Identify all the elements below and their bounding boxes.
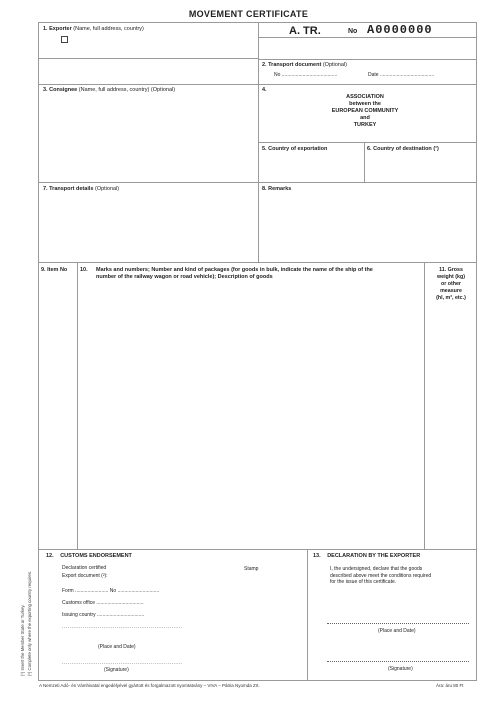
box12-label xyxy=(46,553,132,560)
box11-label xyxy=(426,267,476,302)
declaration-line3: for the issue of this certificate. xyxy=(330,579,397,585)
footer-price: Ára: áru 80 Ft xyxy=(436,683,464,688)
box9-item-no-label: 9. Item No xyxy=(41,267,68,273)
remarks-field[interactable] xyxy=(259,195,474,259)
box6-num: 6. xyxy=(367,146,372,152)
box5-num: 5. xyxy=(262,146,267,152)
box7-hint: (Optional) xyxy=(94,186,120,192)
box6-label xyxy=(367,146,439,153)
exporter-field[interactable] xyxy=(40,45,255,59)
gross-weight-field[interactable] xyxy=(425,310,475,544)
box12-place-date-label: (Place and Date) xyxy=(98,644,136,650)
item-no-field[interactable] xyxy=(39,280,75,544)
box5-label xyxy=(262,146,327,153)
box12-label-text: CUSTOMS ENDORSEMENT xyxy=(60,553,132,559)
box4-line1: ASSOCIATION xyxy=(346,94,384,100)
atr-number: A0000000 xyxy=(367,23,433,37)
box12-signature-label: (Signature) xyxy=(104,667,129,673)
box4-line4: and xyxy=(360,115,370,121)
box2-label-text: Transport document xyxy=(268,62,322,68)
box11-line1: 11. Gross xyxy=(439,267,463,273)
box4-line2: between the xyxy=(349,101,381,107)
box12-extra-line[interactable]: ................................................................ xyxy=(62,624,183,630)
goods-description-field[interactable] xyxy=(78,290,421,544)
box5-label-text: Country of exportation xyxy=(268,146,328,152)
atr-label: A. TR. xyxy=(289,25,321,37)
consignee-field[interactable] xyxy=(40,96,255,180)
box3-label: Consignee xyxy=(49,87,78,93)
box10-line1: Marks and numbers; Number and kind of packages (for goods in bulk, indicate the name of the ship of the xyxy=(96,267,373,273)
declaration-line1: I, the undersigned, declare that the goods xyxy=(330,566,423,572)
declaration-certified: Declaration certified xyxy=(62,565,107,571)
exporter-declaration-text xyxy=(330,566,470,586)
box13-signature-label: (Signature) xyxy=(388,666,413,672)
box10-label xyxy=(96,267,426,281)
export-document-label: Export document (²): xyxy=(62,573,108,579)
transport-details-field[interactable] xyxy=(40,195,255,259)
box1-hint: (Name, full address, country) xyxy=(73,26,144,32)
form-no-field[interactable]: Form ........................ No .............................. xyxy=(62,588,160,594)
box11-line4: measure xyxy=(440,288,462,294)
box10-num: 10. xyxy=(80,267,88,273)
box11-line3: or other xyxy=(440,281,461,287)
country-exportation-field[interactable] xyxy=(259,154,362,180)
box13-place-date-line[interactable] xyxy=(327,623,469,624)
box7-label xyxy=(43,186,119,193)
declaration-line2: described above meet the conditions required xyxy=(330,572,432,579)
transport-doc-no-field[interactable]: No ........................................ xyxy=(274,72,338,78)
box13-num: 13. xyxy=(313,553,321,559)
box4-line3: EUROPEAN COMMUNITY xyxy=(331,108,399,114)
box13-signature-line[interactable] xyxy=(327,661,469,662)
box13-label-text: DECLARATION BY THE EXPORTER xyxy=(327,553,421,559)
box2-num: 2. xyxy=(262,62,267,68)
box4-line5: TURKEY xyxy=(353,122,377,128)
customs-office-field[interactable]: Customs office .................................. xyxy=(62,600,144,606)
box11-line5: (hl, m³, etc.) xyxy=(436,295,466,301)
box12-num: 12. xyxy=(46,553,54,559)
box4-association xyxy=(300,94,430,129)
box8-num: 8. xyxy=(262,186,267,192)
box11-line2: weight (kg) xyxy=(437,274,465,280)
box10-line2: number of the railway wagon or road vehicle); Description of goods xyxy=(96,274,273,280)
exporter-checkbox[interactable] xyxy=(61,36,68,43)
box7-num: 7. xyxy=(43,186,48,192)
country-destination-field[interactable] xyxy=(366,154,474,180)
box13-place-date-label: (Place and Date) xyxy=(378,628,416,634)
box8-label-text: Remarks xyxy=(268,186,292,192)
box2-hint: (Optional) xyxy=(322,62,347,68)
box1-exporter-label xyxy=(43,26,144,33)
box13-label xyxy=(313,553,420,560)
box3-num: 3. xyxy=(43,87,48,93)
side-note-2: (²) Complete only where the exporting country requires. xyxy=(27,570,32,676)
box12-signature-line[interactable]: ................................................................ xyxy=(62,660,183,666)
box3-consignee-label xyxy=(43,87,175,94)
stamp-label: Stamp xyxy=(244,566,259,572)
atr-no-label: No xyxy=(348,28,358,35)
issuing-country-field[interactable]: Issuing country .................................. xyxy=(62,612,145,618)
box7-label-text: Transport details xyxy=(49,186,94,192)
page-title: MOVEMENT CERTIFICATE xyxy=(188,9,309,19)
box3-hint: (Name, full address, country) (Optional) xyxy=(78,87,176,93)
box4-num: 4. xyxy=(262,87,267,93)
side-note-1: (¹) Insert the Member State or Turkey. xyxy=(20,604,25,676)
box6-label-text: Country of destination (¹) xyxy=(373,146,439,152)
box1-num: 1. xyxy=(43,26,48,32)
box8-label xyxy=(262,186,291,193)
transport-doc-date-field[interactable]: Date ....................................... xyxy=(368,72,435,78)
box2-label xyxy=(262,62,347,69)
box1-label: Exporter xyxy=(49,26,72,32)
footer-printer-note: A Nemzeti Adó- és Vámhivatal engedélyével gyártott és forgalmazott nyomtatvány – VIVA – Pátria Nyomda Zrt. xyxy=(39,683,260,688)
